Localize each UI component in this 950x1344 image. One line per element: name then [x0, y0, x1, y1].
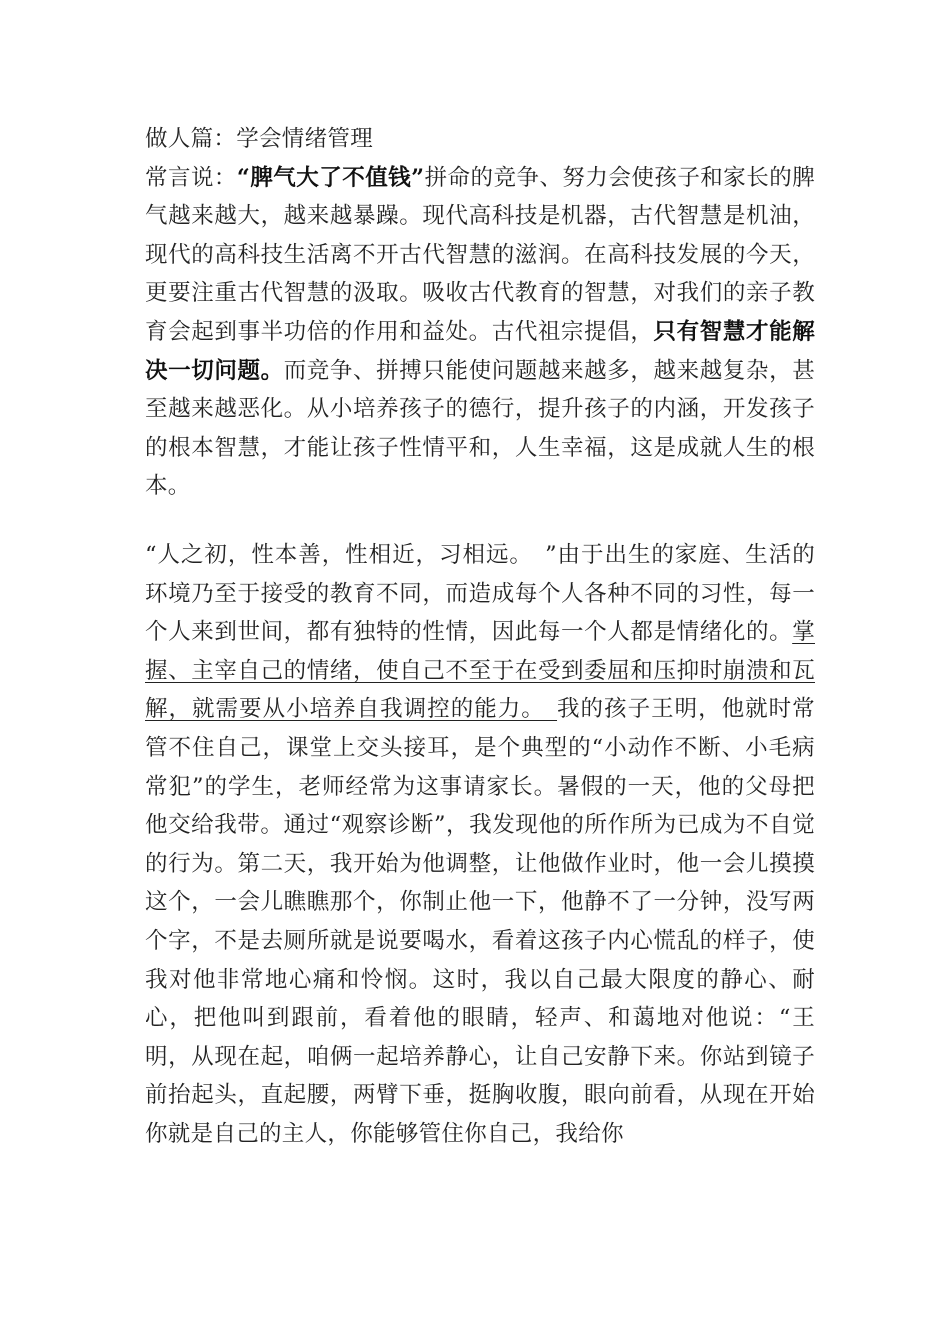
paragraph-2-text-b: 我的孩子王明，他就时常管不住自己，课堂上交头接耳，是个典型的“小动作不断、小毛病常犯”的学生，老师经常为这事请家长。暑假的一天，他的父母把他交给我带。通过“观察诊断”，我发现他的所作所为已成为不自觉的行为。第二天，我开始为他调整，让他做作业时，他一会儿摸摸这个，一会儿瞧瞧那个，你制止他一下，他静不了一分钟，没写两个字，不是去厕所就是说要喝水，看着这孩子内心慌乱的样子，使我对他非常地心痛和怜悯。这时，我以自己最大限度的静心、耐心，把他叫到跟前，看着他的眼睛，轻声、和蔼地对他说：“王明，从现在起，咱俩一起培养静心，让自己安静下来。你站到镜子前抬起头，直起腰，两臂下垂，挺胸收腹，眼向前看，从现在开始你就是自己的主人，你能够管住你自己，我给你: [145, 696, 815, 1147]
document-title: 做人篇：学会情绪管理: [145, 126, 374, 152]
paragraph-1-lead: 常言说：: [145, 164, 237, 191]
paragraph-1-text-a: 拼命的竞争、努力会使孩子和家长的脾气越来越大，越来越暴躁。现代高科技是机器，古代智慧是机油，现代的高科技生活离不开古代智慧的滋润。在高科技发展的今天，更要注重古代智慧的汲取。吸收古代教育的智慧，对我们的亲子教育会起到事半功倍的作用和益处。古代祖宗提倡，: [145, 164, 815, 345]
paragraph-2: [145, 536, 815, 1154]
bold-quote: “脾气大了不值钱”: [236, 164, 425, 191]
paragraph-2-text-a: “人之初，性本善，性相近，习相远。 ”由于出生的家庭、生活的环境乃至于接受的教育不同，而造成每个人各种不同的习性，每一个人来到世间，都有独特的性情，因此每一个人都是情绪化的。: [145, 542, 815, 646]
underlined-statement: 掌握、主宰自己的情绪，使自己不至于在受到委屈和压抑时崩溃和瓦解，就需要从小培养自我调控的能力。: [145, 619, 815, 723]
bold-statement: 只有智慧才能解决一切问题。: [145, 318, 815, 384]
paragraph-1: [145, 120, 815, 506]
paragraph-1-text-b: 而竞争、拼搏只能使问题越来越多，越来越复杂，甚至越来越恶化。从小培养孩子的德行，提升孩子的内涵，开发孩子的根本智慧，才能让孩子性情平和，人生幸福，这是成就人生的根本。: [145, 357, 815, 500]
